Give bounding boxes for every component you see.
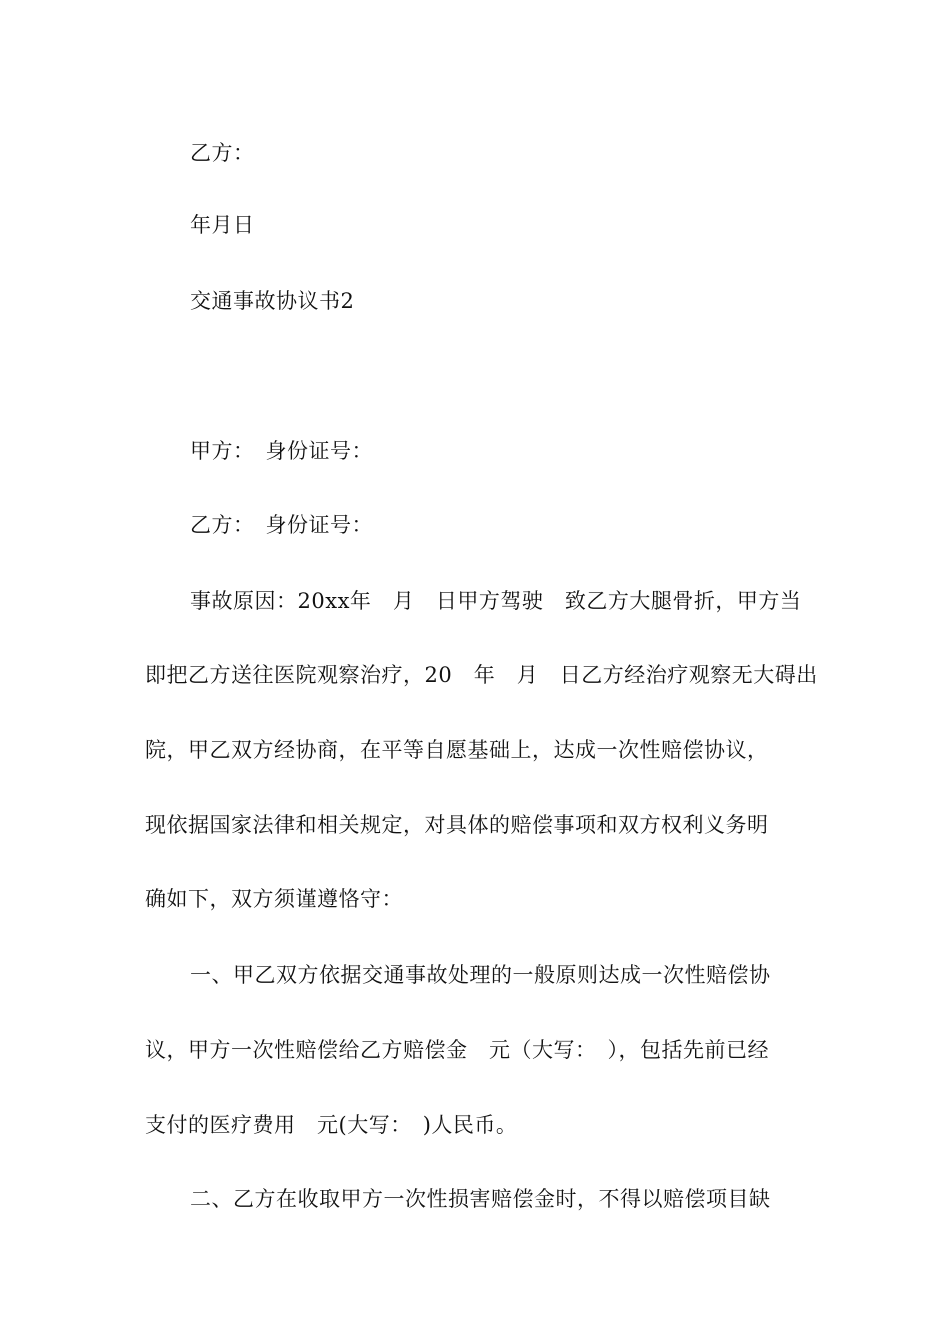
paragraph-line: 事故原因：20xx年 月 日甲方驾驶 致乙方大腿骨折，甲方当 — [190, 589, 802, 613]
party-a-id-line: 甲方： 身份证号： — [190, 439, 373, 463]
party-b-label: 乙方： — [190, 141, 255, 165]
clause-two-line: 二、乙方在收取甲方一次性损害赔偿金时，不得以赔偿项目缺 — [190, 1187, 771, 1211]
document-title: 交通事故协议书2 — [190, 289, 355, 313]
clause-one-line: 一、甲乙双方依据交通事故处理的一般原则达成一次性赔偿协 — [190, 963, 771, 987]
paragraph-line: 院，甲乙双方经协商，在平等自愿基础上，达成一次性赔偿协议， — [145, 738, 769, 762]
paragraph-line: 现依据国家法律和相关规定，对具体的赔偿事项和双方权利义务明 — [145, 813, 769, 837]
party-b-id-line: 乙方： 身份证号： — [190, 513, 373, 537]
paragraph-line: 确如下，双方须谨遵恪守： — [145, 887, 403, 911]
paragraph-line: 即把乙方送往医院观察治疗，20 年 月 日乙方经治疗观察无大碍出 — [145, 663, 818, 687]
clause-one-line: 支付的医疗费用 元(大写： )人民币。 — [145, 1113, 518, 1137]
date-line: 年月日 — [190, 213, 255, 237]
clause-one-line: 议，甲方一次性赔偿给乙方赔偿金 元（大写： ），包括先前已经 — [145, 1038, 769, 1062]
